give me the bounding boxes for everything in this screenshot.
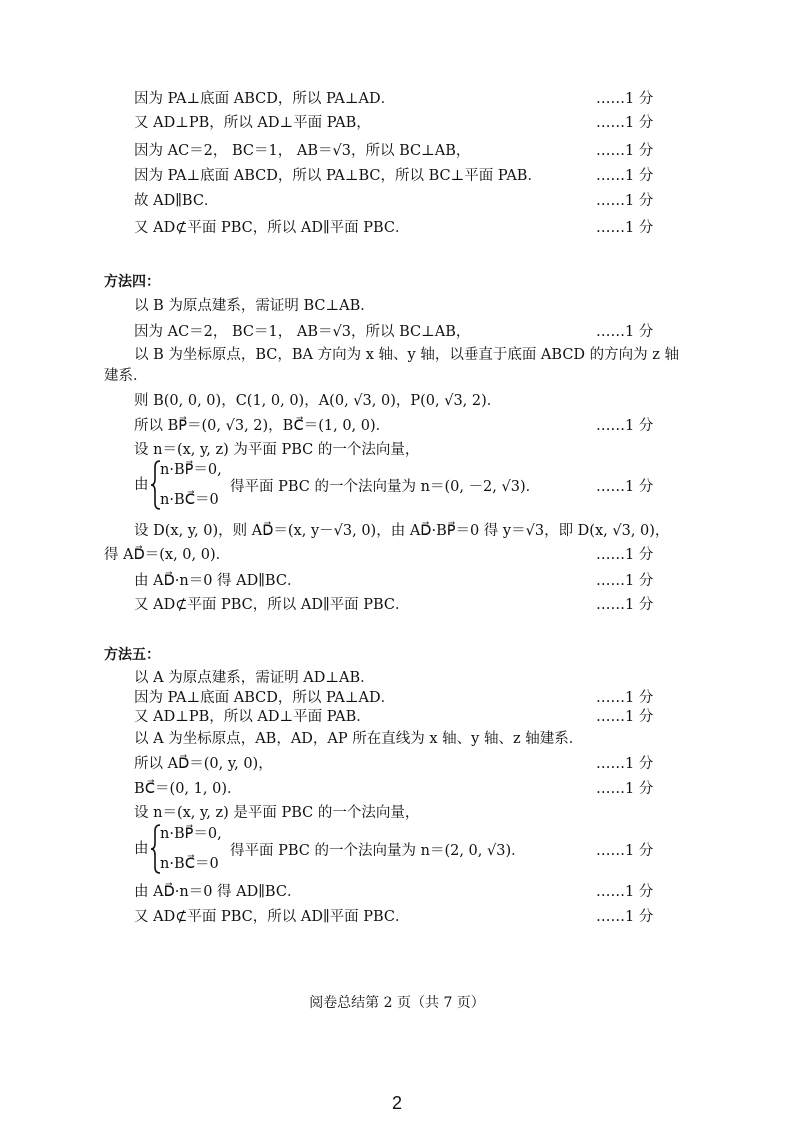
solution-line [0,752,794,776]
equation-system [0,458,794,512]
score-mark: ……1 分 [596,418,654,434]
solution-text: 因为 AC＝2， BC＝1， AB＝√3，所以 BC⊥AB， [134,143,471,159]
solution-text: 以 B 为坐标原点，BC，BA 方向为 x 轴、y 轴，以垂直于底面 ABCD 的方向为 z 轴 [134,347,680,363]
solution-line [0,569,794,593]
solution-text: 建系． [104,368,148,384]
score-mark: ……1 分 [596,756,654,772]
score-mark: ……1 分 [596,597,654,613]
system-result: 得平面 PBC 的一个法向量为 n＝(2, 0, √3)． [230,843,526,859]
score-mark: ……1 分 [596,781,654,797]
method-heading [0,270,794,294]
solution-line [0,164,794,188]
score-mark: ……1 分 [596,909,654,925]
system-lead-text: 由 [134,477,149,493]
score-mark: ……1 分 [596,884,654,900]
solution-text: 由 AD⃗·n＝0 得 AD∥BC． [134,573,302,589]
solution-text: 所以 BP⃗＝(0, √3, 2)，BC⃗＝(1, 0, 0)． [134,418,391,434]
solution-text: 所以 AD⃗＝(0, y, 0)， [134,756,273,772]
score-mark: ……1 分 [596,709,654,725]
score-mark: ……1 分 [596,193,654,209]
solution-text: 因为 PA⊥底面 ABCD，所以 PA⊥AD． [134,690,396,706]
score-mark: ……1 分 [596,168,654,184]
solution-line [0,294,794,318]
solution-line [0,189,794,213]
score-mark: ……1 分 [596,115,654,131]
score-mark: ……1 分 [596,479,654,495]
solution-text: 又 AD⊥PB，所以 AD⊥平面 PAB． [134,709,371,725]
solution-line [0,727,794,751]
score-mark: ……1 分 [596,690,654,706]
solution-text: 则 B(0, 0, 0)，C(1, 0, 0)，A(0, √3, 0)，P(0, √3, 2)． [134,393,502,409]
method-heading-text: 方法五： [104,647,160,663]
solution-line [0,705,794,729]
solution-text: 因为 PA⊥底面 ABCD，所以 PA⊥BC，所以 BC⊥平面 PAB． [134,168,542,184]
solution-line [0,111,794,135]
solution-line [0,139,794,163]
solution-line [0,519,794,543]
system-equation-1: n·BP⃗＝0, [160,826,222,842]
solution-line [0,905,794,929]
solution-text: 故 AD∥BC． [134,193,219,209]
solution-text: BC⃗＝(0, 1, 0)． [134,781,242,797]
page-footer: 阅卷总结第 2 页（共 7 页） [309,995,485,1011]
solution-text: 又 AD⊄平面 PBC，所以 AD∥平面 PBC． [134,597,410,613]
solution-text: 因为 PA⊥底面 ABCD，所以 PA⊥AD． [134,91,396,107]
score-mark: ……1 分 [596,547,654,563]
score-mark: ……1 分 [596,843,654,859]
system-equation-1: n·BP⃗＝0, [160,462,222,478]
solution-line [0,593,794,617]
solution-text: 由 AD⃗·n＝0 得 AD∥BC． [134,884,302,900]
solution-line [0,87,794,111]
score-mark: ……1 分 [596,324,654,340]
system-lead-text: 由 [134,841,149,857]
method-heading-text: 方法四： [104,274,160,290]
solution-text: 以 A 为原点建系，需证明 AD⊥AB． [134,670,375,686]
system-result: 得平面 PBC 的一个法向量为 n＝(0, －2, √3)． [230,479,541,495]
system-equation-2: n·BC⃗＝0 [160,492,219,508]
method-heading [0,643,794,667]
solution-text: 又 AD⊄平面 PBC，所以 AD∥平面 PBC． [134,909,410,925]
solution-text: 又 AD⊄平面 PBC，所以 AD∥平面 PBC． [134,220,410,236]
solution-text: 设 n＝(x, y, z) 是平面 PBC 的一个法向量， [134,805,420,821]
solution-line [0,320,794,344]
solution-text: 设 n＝(x, y, z) 为平面 PBC 的一个法向量， [134,442,420,458]
solution-text: 又 AD⊥PB，所以 AD⊥平面 PAB， [134,115,371,131]
score-mark: ……1 分 [596,573,654,589]
solution-line [0,414,794,438]
solution-line [0,777,794,801]
solution-line [0,880,794,904]
score-mark: ……1 分 [596,91,654,107]
solution-line [0,543,794,567]
score-mark: ……1 分 [596,143,654,159]
system-equation-2: n·BC⃗＝0 [160,856,219,872]
solution-text: 因为 AC＝2， BC＝1， AB＝√3，所以 BC⊥AB， [134,324,471,340]
score-mark: ……1 分 [596,220,654,236]
solution-text: 得 AD⃗＝(x, 0, 0)． [104,547,231,563]
solution-text: 以 A 为坐标原点，AB，AD，AP 所在直线为 x 轴、y 轴、z 轴建系． [134,731,584,747]
solution-text: 设 D(x, y, 0)，则 AD⃗＝(x, y－√3, 0)，由 AD⃗·BP⃗＝0 得 y＝√3，即 D(x, √3, 0)， [134,523,670,539]
solution-line [0,389,794,413]
solution-text: 以 B 为原点建系，需证明 BC⊥AB． [134,298,375,314]
solution-line [0,364,794,388]
solution-line [0,216,794,240]
page-number: 2 [391,1093,402,1113]
equation-system [0,822,794,876]
